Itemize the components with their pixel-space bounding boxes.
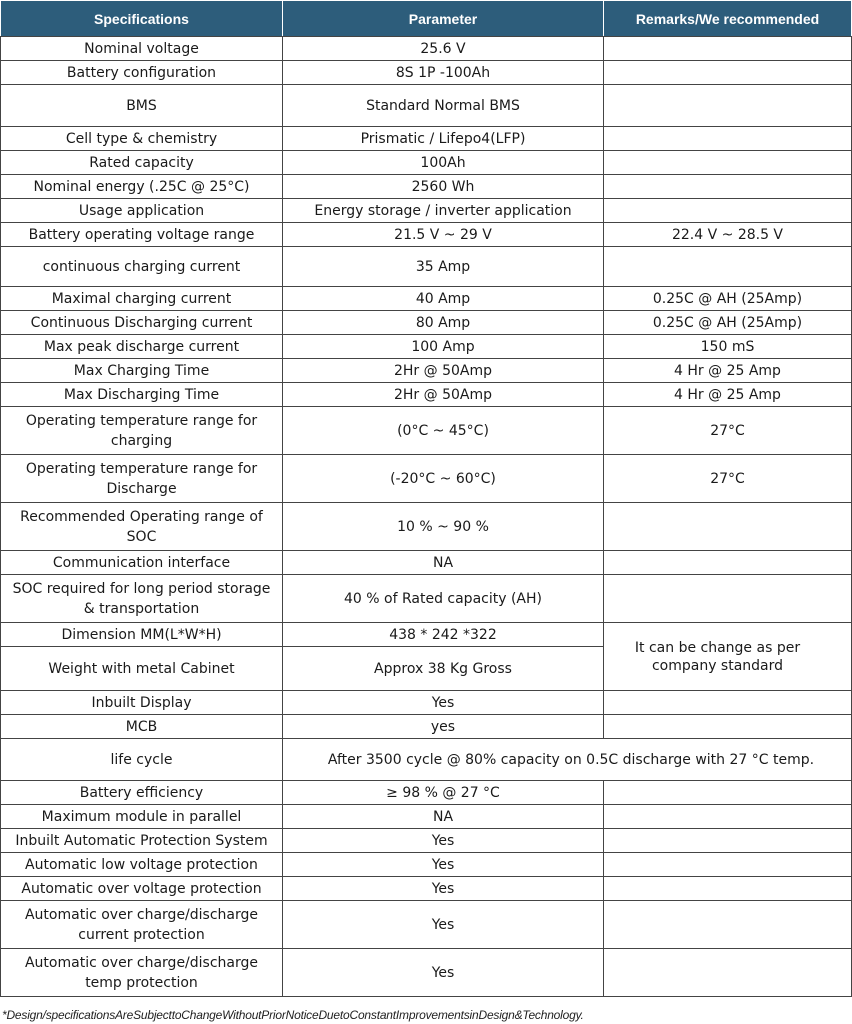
remarks-cell-merged: It can be change as per company standard [604, 623, 852, 691]
spec-cell: Maximal charging current [1, 287, 283, 311]
spec-cell: BMS [1, 85, 283, 127]
footnote: *Design/specificationsAreSubjecttoChangeWithoutPriorNoticeDuetoConstantImprovementsinDesign&Technology. [2, 1008, 584, 1022]
table-row [1, 359, 852, 383]
param-cell: 10 % ~ 90 % [283, 503, 604, 551]
param-cell: 40 % of Rated capacity (AH) [283, 575, 604, 623]
spec-cell: Usage application [1, 199, 283, 223]
param-cell: 35 Amp [283, 247, 604, 287]
param-cell: Yes [283, 853, 604, 877]
param-cell: Yes [283, 901, 604, 949]
spec-cell: Automatic over charge/discharge temp protection [1, 949, 283, 997]
table-row [1, 287, 852, 311]
remarks-cell [604, 199, 852, 223]
remarks-cell [604, 715, 852, 739]
table-row [1, 829, 852, 853]
table-row [1, 715, 852, 739]
param-cell: Yes [283, 691, 604, 715]
remarks-cell [604, 503, 852, 551]
spec-cell: Inbuilt Display [1, 691, 283, 715]
param-cell: 40 Amp [283, 287, 604, 311]
remarks-cell [604, 247, 852, 287]
spec-cell: SOC required for long period storage & transportation [1, 575, 283, 623]
spec-cell: life cycle [1, 739, 283, 781]
remarks-cell [604, 901, 852, 949]
remarks-cell [604, 575, 852, 623]
param-cell: Prismatic / Lifepo4(LFP) [283, 127, 604, 151]
table-row [1, 247, 852, 287]
spec-cell: Weight with metal Cabinet [1, 647, 283, 691]
table-row [1, 127, 852, 151]
param-cell: Energy storage / inverter application [283, 199, 604, 223]
table-row [1, 853, 852, 877]
table-row [1, 503, 852, 551]
spec-cell: Dimension MM(L*W*H) [1, 623, 283, 647]
spec-cell: Nominal energy (.25C @ 25°C) [1, 175, 283, 199]
remarks-cell: 27°C [604, 407, 852, 455]
remarks-cell [604, 853, 852, 877]
table-row [1, 901, 852, 949]
remarks-cell: 4 Hr @ 25 Amp [604, 359, 852, 383]
remarks-cell [604, 37, 852, 61]
param-cell: 25.6 V [283, 37, 604, 61]
spec-cell: Battery operating voltage range [1, 223, 283, 247]
spec-cell: Rated capacity [1, 151, 283, 175]
table-row [1, 199, 852, 223]
remarks-cell: 150 mS [604, 335, 852, 359]
table-row [1, 311, 852, 335]
remarks-cell [604, 829, 852, 853]
param-cell: 2Hr @ 50Amp [283, 383, 604, 407]
table-row [1, 85, 852, 127]
remarks-cell [604, 781, 852, 805]
spec-cell: Automatic low voltage protection [1, 853, 283, 877]
spec-cell: MCB [1, 715, 283, 739]
param-cell: 21.5 V ~ 29 V [283, 223, 604, 247]
remarks-cell: 22.4 V ~ 28.5 V [604, 223, 852, 247]
spec-cell: Maximum module in parallel [1, 805, 283, 829]
table-row [1, 877, 852, 901]
param-cell-wide: After 3500 cycle @ 80% capacity on 0.5C discharge with 27 °C temp. [283, 739, 852, 781]
header-remarks: Remarks/We recommended [604, 1, 852, 37]
table-row [1, 383, 852, 407]
spec-cell: Recommended Operating range of SOC [1, 503, 283, 551]
table-row [1, 37, 852, 61]
param-cell: 8S 1P -100Ah [283, 61, 604, 85]
spec-cell: Battery efficiency [1, 781, 283, 805]
param-cell: (-20°C ~ 60°C) [283, 455, 604, 503]
remarks-cell [604, 61, 852, 85]
param-cell: yes [283, 715, 604, 739]
spec-cell: Max peak discharge current [1, 335, 283, 359]
spec-cell: Inbuilt Automatic Protection System [1, 829, 283, 853]
remarks-cell [604, 85, 852, 127]
spec-cell: Max Charging Time [1, 359, 283, 383]
table-row [1, 551, 852, 575]
spec-cell: Nominal voltage [1, 37, 283, 61]
table-row [1, 739, 852, 781]
header-specifications: Specifications [1, 1, 283, 37]
spec-cell: Automatic over voltage protection [1, 877, 283, 901]
param-cell: 100 Amp [283, 335, 604, 359]
remarks-cell: 0.25C @ AH (25Amp) [604, 287, 852, 311]
param-cell: 100Ah [283, 151, 604, 175]
table-row [1, 691, 852, 715]
remarks-cell: 27°C [604, 455, 852, 503]
spec-cell: continuous charging current [1, 247, 283, 287]
spec-cell: Continuous Discharging current [1, 311, 283, 335]
remarks-cell [604, 691, 852, 715]
param-cell: NA [283, 551, 604, 575]
spec-cell: Automatic over charge/discharge current protection [1, 901, 283, 949]
spec-cell: Cell type & chemistry [1, 127, 283, 151]
table-row [1, 175, 852, 199]
table-row [1, 455, 852, 503]
remarks-cell [604, 949, 852, 997]
table-header-row [1, 1, 852, 37]
remarks-cell [604, 805, 852, 829]
table-row [1, 223, 852, 247]
param-cell: 80 Amp [283, 311, 604, 335]
spec-cell: Operating temperature range for Discharge [1, 455, 283, 503]
param-cell: NA [283, 805, 604, 829]
spec-cell: Operating temperature range for charging [1, 407, 283, 455]
table-row [1, 949, 852, 997]
param-cell: ≥ 98 % @ 27 °C [283, 781, 604, 805]
param-cell: 438 * 242 *322 [283, 623, 604, 647]
param-cell: Yes [283, 877, 604, 901]
param-cell: 2560 Wh [283, 175, 604, 199]
remarks-cell [604, 127, 852, 151]
table-row [1, 151, 852, 175]
table-row [1, 805, 852, 829]
spec-cell: Battery configuration [1, 61, 283, 85]
param-cell: 2Hr @ 50Amp [283, 359, 604, 383]
table-row [1, 575, 852, 623]
remarks-cell: 4 Hr @ 25 Amp [604, 383, 852, 407]
table-row [1, 623, 852, 647]
spec-cell: Max Discharging Time [1, 383, 283, 407]
remarks-cell [604, 151, 852, 175]
table-row [1, 61, 852, 85]
table-row [1, 781, 852, 805]
table-row [1, 407, 852, 455]
remarks-cell [604, 877, 852, 901]
param-cell: Approx 38 Kg Gross [283, 647, 604, 691]
param-cell: Standard Normal BMS [283, 85, 604, 127]
spec-cell: Communication interface [1, 551, 283, 575]
param-cell: Yes [283, 949, 604, 997]
header-parameter: Parameter [283, 1, 604, 37]
param-cell: Yes [283, 829, 604, 853]
param-cell: (0°C ~ 45°C) [283, 407, 604, 455]
table-row [1, 335, 852, 359]
remarks-cell [604, 551, 852, 575]
remarks-cell: 0.25C @ AH (25Amp) [604, 311, 852, 335]
remarks-cell [604, 175, 852, 199]
